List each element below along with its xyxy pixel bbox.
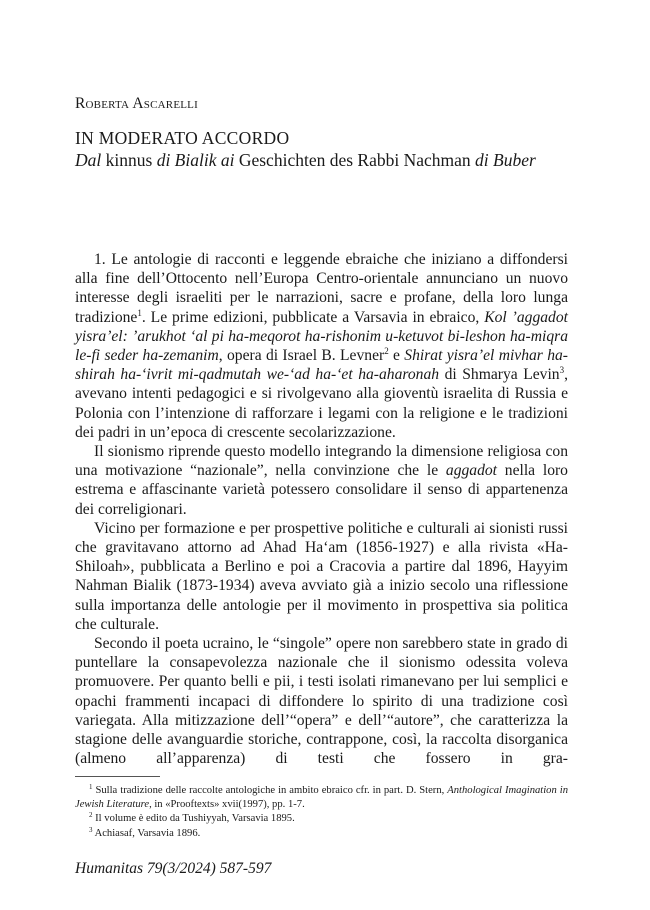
- footnote-item: [75, 827, 568, 841]
- footnote-text: Sulla tradizione delle raccolte antologiche in ambito ebraico cfr. in part. D. Stern,: [92, 785, 448, 796]
- paragraph-text: e: [388, 347, 405, 365]
- footnote-ref: 3: [559, 365, 565, 376]
- footnote-ref: 1: [137, 307, 142, 318]
- paragraph-text: Secondo il poeta ucraino, le “singole” opere non sarebbero state in grado di puntellare la consapevolezza nazionale che il sionismo odessita voleva promuovere. Per quanto belli e pii, i testi isolati rimanevano per lui semplici e opachi frammenti incapaci di diffondere lo spirito di una tradizione così variegata. Alla mitizzazione dell’“opera” e dell’“autore”, che caratterizza la stagione delle avanguardie storiche, contrappone, così, la raccolta disorganica (almeno all’apparenza) di testi che fossero in gra-: [75, 635, 568, 768]
- paragraph-text: Vicino per formazione e per prospettive politiche e culturali ai sionisti russi che gravitavano attorno ad Ahad Ha‘am (1856-1927) e alla rivista «Ha-Shiloah», pubblicata a Berlino e poi a Cracovia a partire dal 1896, Hayyim Nahman Bialik (1873-1934) aveva avviato già a inizio secolo una riflessione sulla importanza delle antologie per il movimento in prospettiva sia politica che culturale.: [75, 519, 568, 633]
- body-paragraph: [75, 442, 568, 519]
- paragraph-text: Il sionismo riprende questo modello integrando la dimensione religiosa con una motivazione “nazionale”, nella convinzione che le: [75, 443, 568, 480]
- paragraph-text: , avevano intenti pedagogici e si rivolgevano alla gioventù israelita di Russia e Polonia con l’intenzione di rafforzare i legami con la religione e le tradizioni dei padri in un’epoca di crescente secolarizzazione.: [75, 366, 568, 441]
- footnote-separator: [75, 776, 160, 777]
- paragraph-italic-text: Kol ’aggadot yisra’el: ’arukhot ‘al pi ha-meqorot ha-rishonim u-ketuvot bi-leshon ha-miqra le-fi seder ha-zemanim: [75, 308, 568, 365]
- subtitle-part: Dal: [75, 150, 102, 170]
- subtitle-part: di Bialik ai: [156, 150, 235, 170]
- body-paragraph: [75, 519, 568, 634]
- footnote-text: Achiasaf, Varsavia 1896.: [92, 827, 201, 839]
- subtitle-part: di Buber: [475, 150, 536, 170]
- journal-citation: Humanitas 79(3/2024) 587-597: [75, 860, 272, 877]
- footnote-ref: 2: [89, 811, 93, 820]
- footnotes: [75, 784, 568, 841]
- footnote-text: Il volume è edito da Tushiyyah, Varsavia 1895.: [92, 813, 295, 825]
- paragraph-text: . Le prime edizioni, pubblicate a Varsavia in ebraico,: [141, 308, 485, 326]
- body-paragraph: [75, 634, 568, 768]
- footnote-item: [75, 812, 568, 826]
- article-title: IN MODERATO ACCORDO: [75, 128, 290, 148]
- paragraph-text: nella loro estrema e affascinante varietà potessero consolidare il senso di appartenenza dei correligionari.: [75, 462, 568, 518]
- subtitle-part: kinnus: [101, 150, 157, 170]
- footnote-item: [75, 784, 568, 812]
- paragraph-italic-text: Shirat yisra’el mivhar ha-shirah ha-‘ivrit mi-qadmutah we-‘ad ha-‘et ha-aharonah: [75, 347, 568, 384]
- footnote-text: , in «Prooftexts» xvii(1997), pp. 1-7.: [149, 799, 305, 811]
- body-text: [75, 250, 568, 768]
- footnote-ref: 1: [89, 783, 93, 791]
- paragraph-text: , opera di Israel B. Levner: [218, 347, 385, 365]
- author-name: Roberta Ascarelli: [75, 95, 198, 112]
- paragraph-text: 1. Le antologie di racconti e leggende ebraiche che iniziano a diffondersi alla fine dell’Ottocento nell’Europa Centro-orientale annunciano un nuovo interesse degli israeliti per le narrazioni, sacre e profane, della loro lunga tradizione: [75, 251, 568, 326]
- footnote-ref: 2: [384, 346, 389, 357]
- footnote-ref: 3: [89, 825, 93, 834]
- footnote-italic-text: Anthological Imagination in Jewish Literature: [75, 785, 568, 811]
- paragraph-text: di Shmarya Levin: [439, 366, 560, 384]
- paragraph-italic-text: aggadot: [445, 462, 498, 480]
- subtitle-part: Geschichten des Rabbi Nachman: [234, 150, 476, 170]
- body-paragraph: [75, 250, 568, 442]
- article-subtitle: [75, 150, 536, 171]
